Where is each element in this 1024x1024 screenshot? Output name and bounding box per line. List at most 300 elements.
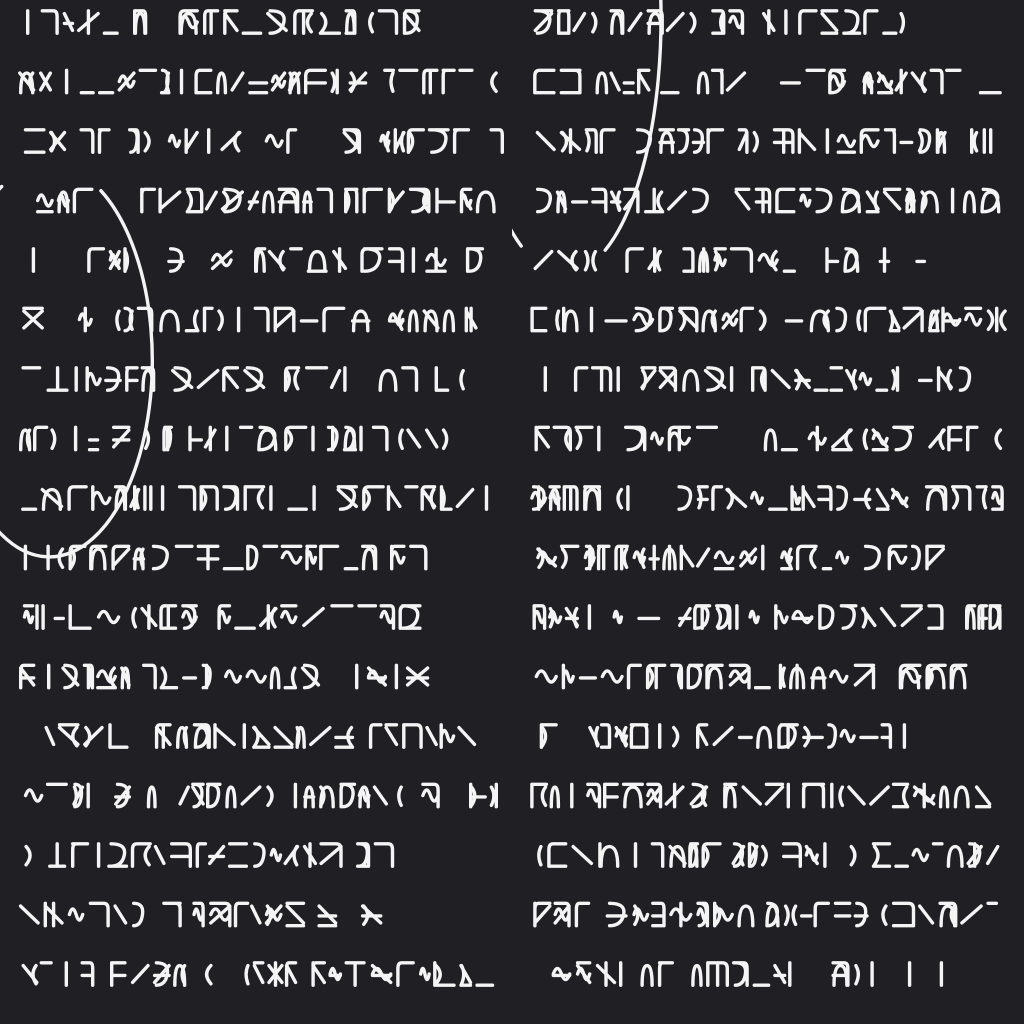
glyph-mark [642,966,652,986]
glyph-mark [717,606,730,628]
glyph-mark [245,368,264,390]
glyph-mark [988,847,998,864]
glyph-mark [285,668,295,688]
glyph-mark [930,429,944,449]
glyph-mark [871,787,888,804]
glyph-mark [311,728,330,745]
glyph-mark [215,725,234,747]
glyph-mark [74,189,91,211]
glyph-mark [763,847,767,865]
glyph-mark [250,83,267,93]
glyph-mark [225,11,237,33]
glyph-mark [441,725,453,747]
glyph-mark [226,671,241,682]
glyph-mark [972,130,977,152]
glyph-mark [69,905,82,920]
glyph-mark [381,133,389,151]
glyph-mark [461,966,471,986]
glyph-line [535,11,918,33]
glyph-mark [390,311,403,329]
glyph-mark [537,133,554,150]
glyph-mark [698,725,707,747]
glyph-mark [69,487,86,509]
glyph-mark [37,606,43,628]
glyph-mark [660,963,673,985]
glyph-mark [586,252,596,270]
glyph-line [539,844,998,866]
glyph-line [21,903,381,925]
glyph-mark [562,546,578,567]
glyph-mark [559,11,569,33]
glyph-mark [761,311,765,329]
glyph-mark [634,905,648,925]
glyph-mark [332,369,340,387]
glyph-mark [646,189,663,211]
glyph-mark [236,903,248,925]
glyph-mark [23,966,37,984]
glyph-mark [695,606,710,628]
glyph-mark [180,487,195,509]
glyph-mark [162,70,169,92]
glyph-mark [855,903,867,925]
glyph-mark [122,668,129,688]
glyph-mark [864,430,866,448]
glyph-mark [79,11,98,33]
glyph-mark [626,427,645,449]
glyph-mark [370,14,373,32]
glyph-mark [741,308,752,330]
glyph-mark [754,133,757,151]
glyph-mark [259,427,276,449]
glyph-mark [699,73,708,93]
glyph-mark [833,430,851,450]
glyph-mark [607,903,626,925]
glyph-mark [634,549,644,567]
glyph-mark [330,968,340,979]
glyph-mark [708,963,728,985]
glyph-mark [949,427,961,449]
glyph-mark [169,249,183,271]
glyph-mark [321,844,341,866]
glyph-mark [79,308,91,330]
glyph-mark [26,790,42,801]
glyph-mark [381,606,393,628]
glyph-mark [146,430,149,448]
glyph-mark [600,844,618,866]
glyph-mark [538,549,556,567]
glyph-mark [21,665,34,687]
glyph-mark [660,308,673,330]
glyph-mark [81,130,93,152]
glyph-mark [42,11,57,33]
glyph-mark [680,609,690,626]
glyph-mark [287,903,303,925]
glyph-mark [89,249,104,271]
glyph-mark [20,73,34,93]
glyph-mark [781,665,785,687]
glyph-mark [350,73,365,91]
glyph-mark [681,546,693,568]
glyph-mark [576,427,592,448]
glyph-mark [639,70,649,92]
glyph-mark [110,252,119,269]
glyph-mark [671,903,691,925]
glyph-mark [268,11,286,33]
glyph-mark [395,130,404,152]
glyph-mark [273,73,285,90]
glyph-mark [318,189,331,211]
glyph-mark [968,844,981,866]
glyph-mark [41,963,51,964]
glyph-line [26,784,497,806]
glyph-mark [201,487,217,509]
glyph-mark [329,427,337,449]
glyph-mark [929,606,942,628]
glyph-mark [256,249,265,271]
glyph-mark [982,189,999,211]
glyph-mark [232,73,243,90]
glyph-mark [552,310,558,330]
glyph-line [28,11,419,33]
glyph-mark [399,787,401,805]
glyph-mark [535,70,554,92]
glyph-mark [627,249,642,271]
glyph-mark [990,606,1000,628]
right-glyph-svg [512,0,1024,1024]
glyph-mark [535,11,551,33]
glyph-mark [889,546,905,568]
glyph-mark [344,130,359,152]
glyph-mark [436,368,447,390]
glyph-mark [653,903,664,925]
glyph-mark [364,189,381,211]
glyph-mark [827,249,838,271]
glyph-mark [444,311,453,331]
glyph-mark [866,546,880,568]
glyph-line [553,963,941,985]
glyph-mark [725,784,736,806]
glyph-mark [341,784,354,806]
glyph-mark [63,665,78,687]
glyph-mark [109,844,127,866]
glyph-mark [279,189,297,211]
glyph-mark [713,70,722,92]
glyph-mark [614,611,621,622]
glyph-mark [145,131,149,151]
glyph-mark [800,11,816,33]
glyph-mark [962,906,981,923]
glyph-line [537,130,990,152]
glyph-mark [319,906,336,926]
glyph-mark [211,903,230,925]
glyph-mark [175,966,185,986]
glyph-mark [478,192,495,212]
glyph-mark [207,192,217,209]
glyph-mark [144,665,156,687]
glyph-mark [408,430,420,447]
glyph-mark [287,963,296,985]
glyph-mark [183,606,196,628]
glyph-mark [576,903,588,925]
glyph-mark [669,427,689,449]
glyph-mark [629,14,641,31]
glyph-mark [45,903,62,925]
glyph-mark [392,546,404,568]
glyph-mark [110,725,127,747]
glyph-mark [817,189,831,211]
glyph-mark [691,14,695,32]
glyph-mark [750,611,758,622]
glyph-mark [672,665,682,687]
glyph-mark [706,368,725,390]
glyph-mark [164,427,171,449]
glyph-mark [255,844,264,866]
glyph-mark [222,133,240,151]
glyph-mark [867,192,878,212]
glyph-mark [358,844,369,866]
glyph-mark [535,903,550,925]
glyph-mark [227,787,235,807]
glyph-line [538,189,999,211]
glyph-mark [629,665,641,687]
glyph-mark [611,11,623,33]
glyph-mark [303,665,319,687]
glyph-mark [703,844,720,866]
glyph-line [25,546,425,568]
glyph-mark [693,130,703,152]
glyph-mark [404,725,421,747]
glyph-mark [922,192,937,212]
glyph-mark [186,130,197,152]
glyph-mark [346,11,355,33]
glyph-mark [206,427,216,449]
glyph-mark [408,668,428,685]
glyph-mark [772,371,789,388]
glyph-mark [943,308,960,330]
glyph-mark [893,368,898,390]
glyph-mark [135,11,146,33]
glyph-mark [713,11,724,33]
glyph-mark [173,368,192,390]
glyph-mark [714,728,732,745]
glyph-mark [154,546,168,568]
glyph-mark [197,844,205,866]
glyph-mark [398,963,413,985]
glyph-mark [564,308,577,330]
glyph-mark [334,249,346,271]
glyph-mark [563,665,573,687]
glyph-mark [374,427,387,449]
glyph-mark [920,130,930,152]
glyph-mark [286,427,306,449]
glyph-mark [616,546,627,568]
glyph-line [534,606,1000,628]
glyph-mark [723,311,736,328]
glyph-mark [951,665,966,687]
glyph-mark [91,546,106,568]
glyph-mark [786,310,801,321]
glyph-mark [369,668,386,685]
glyph-mark [468,249,483,271]
glyph-mark [977,487,986,508]
glyph-line [536,427,1000,449]
glyph-mark [271,668,278,688]
glyph-mark [223,189,243,211]
glyph-mark [650,546,658,568]
glyph-mark [461,371,463,389]
glyph-mark [822,11,837,33]
glyph-mark [113,546,129,568]
glyph-mark [264,192,273,212]
glyph-mark [422,487,434,509]
glyph-mark [977,787,990,807]
glyph-mark [261,606,276,628]
glyph-mark [160,189,180,211]
glyph-mark [127,368,137,390]
glyph-mark [385,70,394,91]
glyph-mark [618,490,621,508]
glyph-mark [90,440,98,450]
glyph-mark [829,725,835,747]
glyph-mark [379,11,396,33]
glyph-mark [536,671,556,682]
glyph-mark [576,368,587,390]
glyph-mark [268,787,272,805]
glyph-mark [585,487,600,509]
glyph-mark [837,308,846,330]
glyph-mark [142,368,153,390]
glyph-mark [931,70,942,92]
glyph-mark [90,903,108,925]
glyph-mark [553,968,569,979]
glyph-mark [411,546,426,568]
glyph-mark [934,844,942,845]
glyph-mark [437,189,454,211]
glyph-mark [408,130,423,152]
glyph-mark [363,906,381,924]
glyph-mark [691,784,706,806]
glyph-mark [180,11,197,33]
glyph-mark [134,903,143,925]
glyph-mark [219,606,229,628]
glyph-mark [715,903,733,925]
glyph-mark [249,192,257,209]
glyph-mark [601,130,614,152]
glyph-mark [282,546,300,563]
glyph-mark [907,189,915,211]
glyph-mark [979,606,986,628]
glyph-mark [669,192,686,209]
glyph-mark [831,368,841,390]
glyph-mark [863,609,875,627]
glyph-mark [363,546,376,568]
glyph-mark [965,192,975,212]
glyph-mark [743,787,760,804]
glyph-mark [193,784,203,806]
glyph-mark [861,130,878,152]
glyph-mark [224,487,238,509]
glyph-line [23,963,492,985]
glyph-mark [855,665,873,687]
glyph-mark [133,844,151,866]
glyph-mark [405,11,419,33]
glyph-mark [688,665,702,687]
glyph-mark [831,671,847,682]
glyph-mark [338,487,356,509]
glyph-mark [411,189,429,211]
glyph-mark [46,728,53,745]
glyph-mark [730,11,743,33]
glyph-mark [642,368,655,389]
glyph-mark [242,725,245,747]
glyph-mark [838,135,854,152]
glyph-mark [602,671,622,682]
glyph-mark [51,133,65,151]
glyph-mark [624,784,643,806]
glyph-mark [894,903,914,925]
glyph-mark [210,847,224,864]
glyph-mark [648,665,665,687]
glyph-line [23,368,463,390]
glyph-mark [984,130,990,152]
glyph-mark [442,487,452,509]
glyph-mark [793,611,812,622]
glyph-mark [307,546,316,568]
glyph-mark [593,14,596,32]
glyph-mark [728,73,745,90]
glyph-mark [847,371,856,389]
glyph-mark [877,490,888,510]
glyph-mark [809,427,825,449]
glyph-mark [336,728,353,748]
glyph-mark [125,308,132,330]
glyph-mark [865,11,877,33]
glyph-mark [532,784,547,806]
glyph-mark [353,311,369,331]
glyph-mark [865,308,885,330]
glyph-mark [806,847,817,864]
glyph-line [21,427,447,449]
glyph-mark [304,609,323,626]
glyph-mark [35,427,47,449]
glyph-mark [457,490,472,507]
glyph-mark [679,487,690,509]
glyph-mark [390,249,403,271]
glyph-mark [699,487,708,508]
glyph-line [545,368,969,390]
glyph-mark [131,487,139,509]
glyph-mark [142,189,155,211]
glyph-mark [297,728,304,748]
glyph-mark [305,844,316,866]
glyph-mark [612,192,620,210]
glyph-mark [690,844,698,866]
glyph-mark [955,787,968,807]
glyph-mark [791,665,804,687]
glyph-mark [286,368,299,390]
glyph-mark [345,427,356,449]
glyph-mark [550,487,559,509]
glyph-mark [660,368,675,390]
glyph-mark [605,784,617,806]
glyph-mark [321,546,338,568]
glyph-mark [799,130,814,152]
glyph-mark [555,903,569,925]
glyph-mark [172,844,191,866]
glyph-mark [389,189,403,211]
glyph-mark [375,787,387,804]
glyph-mark [114,427,129,447]
